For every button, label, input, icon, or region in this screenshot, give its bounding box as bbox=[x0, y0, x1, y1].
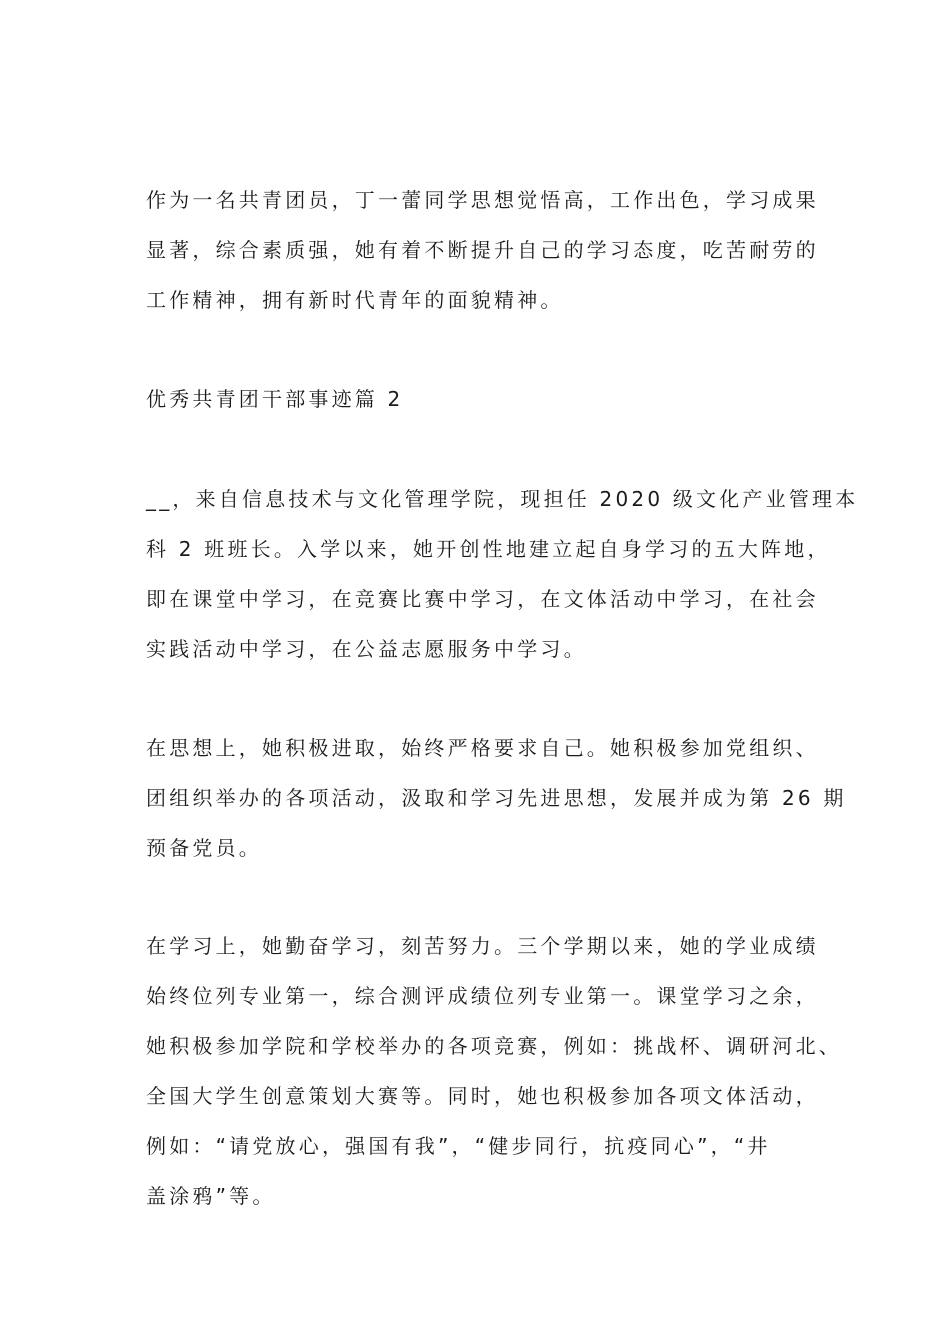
paragraph-background-line-3: 即在课堂中学习，在竞赛比赛中学习，在文体活动中学习，在社会 bbox=[146, 587, 819, 611]
paragraph-intro-line-1: 作为一名共青团员，丁一蕾同学思想觉悟高，工作出色，学习成果 bbox=[146, 188, 819, 212]
paragraph-study-line-2: 始终位列专业第一，综合测评成绩位列专业第一。课堂学习之余， bbox=[146, 984, 819, 1008]
paragraph-study-line-5: 例如：“请党放心，强国有我”，“健步同行，抗疫同心”，“井 bbox=[146, 1134, 771, 1158]
paragraph-ideology-line-2: 团组织举办的各项活动，汲取和学习先进思想，发展并成为第 26 期 bbox=[146, 786, 847, 810]
paragraph-intro-line-2: 显著，综合素质强，她有着不断提升自己的学习态度，吃苦耐劳的 bbox=[146, 238, 819, 262]
paragraph-background-line-2: 科 2 班班长。入学以来，她开创性地建立起自身学习的五大阵地， bbox=[146, 537, 831, 561]
paragraph-background-line-4: 实践活动中学习，在公益志愿服务中学习。 bbox=[146, 637, 587, 661]
paragraph-ideology-line-1: 在思想上，她积极进取，始终严格要求自己。她积极参加党组织、 bbox=[146, 736, 819, 760]
paragraph-study-line-1: 在学习上，她勤奋学习，刻苦努力。三个学期以来，她的学业成绩 bbox=[146, 934, 819, 958]
paragraph-intro-line-3: 工作精神，拥有新时代青年的面貌精神。 bbox=[146, 288, 564, 312]
paragraph-ideology-line-3: 预备党员。 bbox=[146, 836, 262, 860]
section-heading: 优秀共青团干部事迹篇 2 bbox=[146, 387, 404, 411]
paragraph-background-line-1: __，来自信息技术与文化管理学院，现担任 2020 级文化产业管理本 bbox=[146, 487, 859, 511]
paragraph-study-line-3: 她积极参加学院和学校举办的各项竞赛，例如：挑战杯、调研河北、 bbox=[146, 1034, 842, 1058]
paragraph-study-line-4: 全国大学生创意策划大赛等。同时，她也积极参加各项文体活动， bbox=[146, 1084, 819, 1108]
paragraph-study-line-6: 盖涂鸦”等。 bbox=[146, 1184, 276, 1208]
